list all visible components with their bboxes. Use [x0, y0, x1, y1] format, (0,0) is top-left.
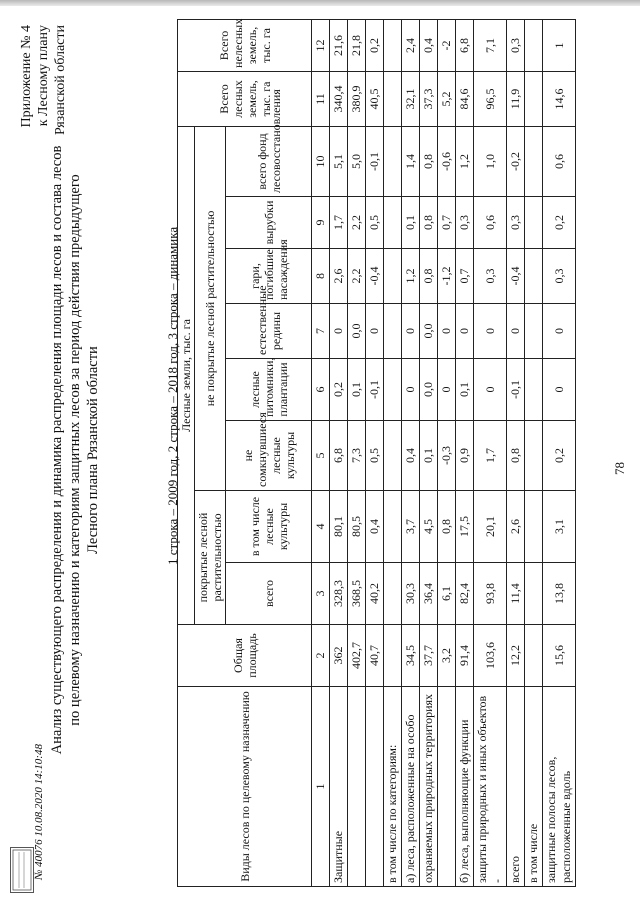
- title-line-2: по целевому назначению и категориям защитных лесов за период действия предыдущего: [67, 174, 83, 726]
- table-cell: 368,5: [348, 563, 366, 625]
- header-forest-type: Виды лесов по целевому назначению: [178, 687, 312, 887]
- row-label: Защитные: [330, 687, 348, 887]
- table-cell: 0: [456, 304, 474, 359]
- title-line-1: Анализ существующего распределения и динамика распределения площади лесов и состава лесов: [49, 145, 65, 755]
- table-cell: 402,7: [348, 625, 366, 687]
- header-total-area: Общая площадь: [178, 625, 312, 687]
- column-number: 7: [312, 304, 330, 359]
- table-cell: 0,1: [402, 197, 420, 249]
- table-cell: [384, 625, 402, 687]
- table-cell: [525, 491, 543, 563]
- row-label: всего: [507, 687, 525, 887]
- table-cell: 93,8: [474, 563, 507, 625]
- document-registration: № 40076 10.08.2020 14:10:48: [33, 744, 45, 880]
- table-cell: 0,2: [543, 197, 576, 249]
- table-cell: 1,7: [474, 421, 507, 491]
- header-sparse: естественные редины: [226, 304, 312, 359]
- table-cell: [384, 359, 402, 421]
- table-cell: 1,2: [456, 126, 474, 196]
- table-cell: 0,3: [543, 249, 576, 304]
- header-covered-total: всего: [226, 563, 312, 625]
- table-cell: 0,0: [420, 359, 438, 421]
- header-not-covered: не покрытые лесной растительностью: [195, 126, 226, 490]
- table-cell: 3,1: [543, 491, 576, 563]
- table-cell: 340,4: [330, 71, 348, 126]
- table-cell: 1,2: [402, 249, 420, 304]
- table-cell: 13,8: [543, 563, 576, 625]
- table-cell: 0,2: [366, 19, 384, 71]
- row-legend: 1 строка – 2009 год, 2 строка – 2018 год, 3 строка – динамика: [165, 226, 180, 565]
- table-cell: 0: [402, 359, 420, 421]
- column-number: 2: [312, 625, 330, 687]
- table-cell: [525, 197, 543, 249]
- table-cell: -2: [438, 19, 456, 71]
- table-cell: 32,1: [402, 71, 420, 126]
- table-cell: 30,3: [402, 563, 420, 625]
- header-cuttings: вырубки: [226, 197, 312, 249]
- header-nurseries: лесные питомники, плантации: [226, 359, 312, 421]
- table-cell: 0,5: [366, 421, 384, 491]
- table-cell: 0,3: [474, 249, 507, 304]
- table-cell: 0,7: [438, 197, 456, 249]
- table-cell: 40,2: [366, 563, 384, 625]
- table-cell: [384, 304, 402, 359]
- table-cell: 0: [543, 304, 576, 359]
- table-cell: 0: [474, 304, 507, 359]
- table-row: [507, 19, 525, 886]
- table-cell: 380,9: [348, 71, 366, 126]
- table-cell: 0,2: [543, 421, 576, 491]
- table-row: [543, 19, 576, 886]
- table-cell: -0,3: [438, 421, 456, 491]
- row-label: в том числе по категориям:: [384, 687, 402, 887]
- table-cell: 84,6: [456, 71, 474, 126]
- table-cell: 0,8: [438, 491, 456, 563]
- table-cell: 36,4: [420, 563, 438, 625]
- table-cell: [384, 19, 402, 71]
- table-cell: 0,9: [456, 421, 474, 491]
- table-cell: [384, 491, 402, 563]
- column-numbers-row: [312, 19, 330, 886]
- table-cell: 1,0: [474, 126, 507, 196]
- header-covered-cultures: в том числе лесные культуры: [226, 491, 312, 563]
- table-cell: [525, 421, 543, 491]
- table-cell: 2,6: [330, 249, 348, 304]
- table-cell: -0,4: [507, 249, 525, 304]
- table-cell: 3,7: [402, 491, 420, 563]
- table-cell: 96,5: [474, 71, 507, 126]
- header-covered: покрытые лесной растительностью: [195, 491, 226, 625]
- table-cell: -0,4: [366, 249, 384, 304]
- table-cell: 82,4: [456, 563, 474, 625]
- table-cell: 21,6: [330, 19, 348, 71]
- column-number: 3: [312, 563, 330, 625]
- table-cell: 80,5: [348, 491, 366, 563]
- table-cell: 0: [474, 359, 507, 421]
- table-cell: 0: [330, 304, 348, 359]
- table-cell: [525, 249, 543, 304]
- table-row: [420, 19, 438, 886]
- table-cell: 20,1: [474, 491, 507, 563]
- header-reforestation-total: всего фонд лесовосстановления: [226, 126, 312, 196]
- header-all-nonforest-lands: Всего нелесных земель, тыс. га: [178, 19, 312, 71]
- table-cell: 40,7: [366, 625, 384, 687]
- column-number: 11: [312, 71, 330, 126]
- table-cell: 80,1: [330, 491, 348, 563]
- table-cell: -0,2: [507, 126, 525, 196]
- table-cell: [525, 126, 543, 196]
- table-cell: 0: [366, 304, 384, 359]
- table-row: [348, 19, 366, 886]
- table-row: [330, 19, 348, 886]
- column-number: 1: [312, 687, 330, 887]
- table-cell: 0: [543, 359, 576, 421]
- table-cell: 4,5: [420, 491, 438, 563]
- appendix-line-2: к Лесному плану: [36, 25, 51, 127]
- table-row: [438, 19, 456, 886]
- table-cell: 103,6: [474, 625, 507, 687]
- table-cell: 40,5: [366, 71, 384, 126]
- table-cell: [384, 126, 402, 196]
- table-cell: [525, 19, 543, 71]
- table-cell: [525, 563, 543, 625]
- table-cell: 15,6: [543, 625, 576, 687]
- column-number: 9: [312, 197, 330, 249]
- table-cell: [525, 625, 543, 687]
- table-cell: 0: [507, 304, 525, 359]
- appendix-line-3: Рязанской области: [53, 25, 68, 136]
- table-cell: 6,1: [438, 563, 456, 625]
- appendix-reference: [18, 25, 69, 135]
- table-cell: -0,1: [366, 126, 384, 196]
- table-cell: 6,8: [456, 19, 474, 71]
- table-cell: 0,1: [420, 421, 438, 491]
- table-cell: 0,2: [330, 359, 348, 421]
- table-cell: 0,6: [543, 126, 576, 196]
- table-cell: 1: [543, 19, 576, 71]
- document-title: [48, 125, 102, 775]
- table-cell: -0,6: [438, 126, 456, 196]
- table-cell: 0,8: [507, 421, 525, 491]
- row-label: охраняемых природных территориях: [420, 687, 438, 887]
- table-body: [330, 19, 576, 886]
- table-cell: [384, 563, 402, 625]
- table-cell: 0,3: [507, 19, 525, 71]
- table-cell: 7,3: [348, 421, 366, 491]
- table-cell: 14,6: [543, 71, 576, 126]
- table-cell: 6,8: [330, 421, 348, 491]
- table-cell: 0,6: [474, 197, 507, 249]
- table-cell: 5,2: [438, 71, 456, 126]
- table-cell: 37,7: [420, 625, 438, 687]
- table-cell: 3,2: [438, 625, 456, 687]
- table-cell: 0,8: [420, 126, 438, 196]
- table-cell: 0: [438, 304, 456, 359]
- table-cell: 0,7: [456, 249, 474, 304]
- appendix-line-1: Приложение № 4: [19, 25, 34, 128]
- table-cell: 7,1: [474, 19, 507, 71]
- table-cell: 0,8: [420, 249, 438, 304]
- table-cell: 0,1: [456, 359, 474, 421]
- column-number: 6: [312, 359, 330, 421]
- row-label: [438, 687, 456, 887]
- table-cell: 0,5: [366, 197, 384, 249]
- table-cell: 11,4: [507, 563, 525, 625]
- table-cell: 0,1: [348, 359, 366, 421]
- table-cell: 0: [402, 304, 420, 359]
- table-cell: -0,1: [366, 359, 384, 421]
- header-burnt: гари, погибшие насаждения: [226, 249, 312, 304]
- table-cell: 17,5: [456, 491, 474, 563]
- table-cell: [384, 71, 402, 126]
- header-forest-lands: Лесные земли, тыс. га: [178, 126, 195, 624]
- registration-stamp-icon: [10, 847, 34, 893]
- table-cell: 2,4: [402, 19, 420, 71]
- table-row: [474, 19, 507, 886]
- table-cell: 0,4: [366, 491, 384, 563]
- table-cell: 5,0: [348, 126, 366, 196]
- column-number: 5: [312, 421, 330, 491]
- table-cell: [384, 249, 402, 304]
- row-label: защитные полосы лесов, расположенные вдоль: [543, 687, 576, 887]
- table-cell: -0,1: [507, 359, 525, 421]
- row-label: а) леса, расположенные на особо: [402, 687, 420, 887]
- table-cell: -1,2: [438, 249, 456, 304]
- table-cell: 0,4: [402, 421, 420, 491]
- table-cell: 362: [330, 625, 348, 687]
- table-cell: 0,3: [456, 197, 474, 249]
- header-unclosed-cultures: не сомкнувшиеся лесные культуры: [226, 421, 312, 491]
- table-cell: 0,3: [507, 197, 525, 249]
- table-cell: 5,1: [330, 126, 348, 196]
- table-cell: 2,2: [348, 197, 366, 249]
- forest-table: [177, 19, 576, 887]
- table-row: [525, 19, 543, 886]
- table-cell: 1,7: [330, 197, 348, 249]
- table-cell: 37,3: [420, 71, 438, 126]
- table-cell: 1,4: [402, 126, 420, 196]
- table-cell: 34,5: [402, 625, 420, 687]
- table-cell: [384, 197, 402, 249]
- row-label: в том числе: [525, 687, 543, 887]
- page-number: 78: [612, 462, 627, 475]
- row-label: [348, 687, 366, 887]
- table-cell: [525, 359, 543, 421]
- row-label: [366, 687, 384, 887]
- table-cell: 328,3: [330, 563, 348, 625]
- table-row: [402, 19, 420, 886]
- table-cell: 91,4: [456, 625, 474, 687]
- row-label: б) леса, выполняющие функции: [456, 687, 474, 887]
- header-all-forest-lands: Всего лесных земель, тыс. га: [178, 71, 312, 126]
- title-line-3: Лесного плана Рязанской области: [85, 346, 101, 554]
- table-cell: 0: [438, 359, 456, 421]
- table-row: [456, 19, 474, 886]
- table-cell: 0,8: [420, 197, 438, 249]
- table-cell: 0,0: [348, 304, 366, 359]
- column-number: 12: [312, 19, 330, 71]
- table-cell: 21,8: [348, 19, 366, 71]
- column-number: 4: [312, 491, 330, 563]
- column-number: 8: [312, 249, 330, 304]
- table-cell: 11,9: [507, 71, 525, 126]
- table-cell: 2,6: [507, 491, 525, 563]
- table-row: [384, 19, 402, 886]
- table-cell: [525, 304, 543, 359]
- row-label: защиты природных и иных объектов -: [474, 687, 507, 887]
- table-cell: 0,4: [420, 19, 438, 71]
- table-cell: 0,0: [420, 304, 438, 359]
- table-cell: [525, 71, 543, 126]
- table-row: [366, 19, 384, 886]
- table-cell: 12,2: [507, 625, 525, 687]
- table-cell: 2,2: [348, 249, 366, 304]
- column-number: 10: [312, 126, 330, 196]
- table-cell: [384, 421, 402, 491]
